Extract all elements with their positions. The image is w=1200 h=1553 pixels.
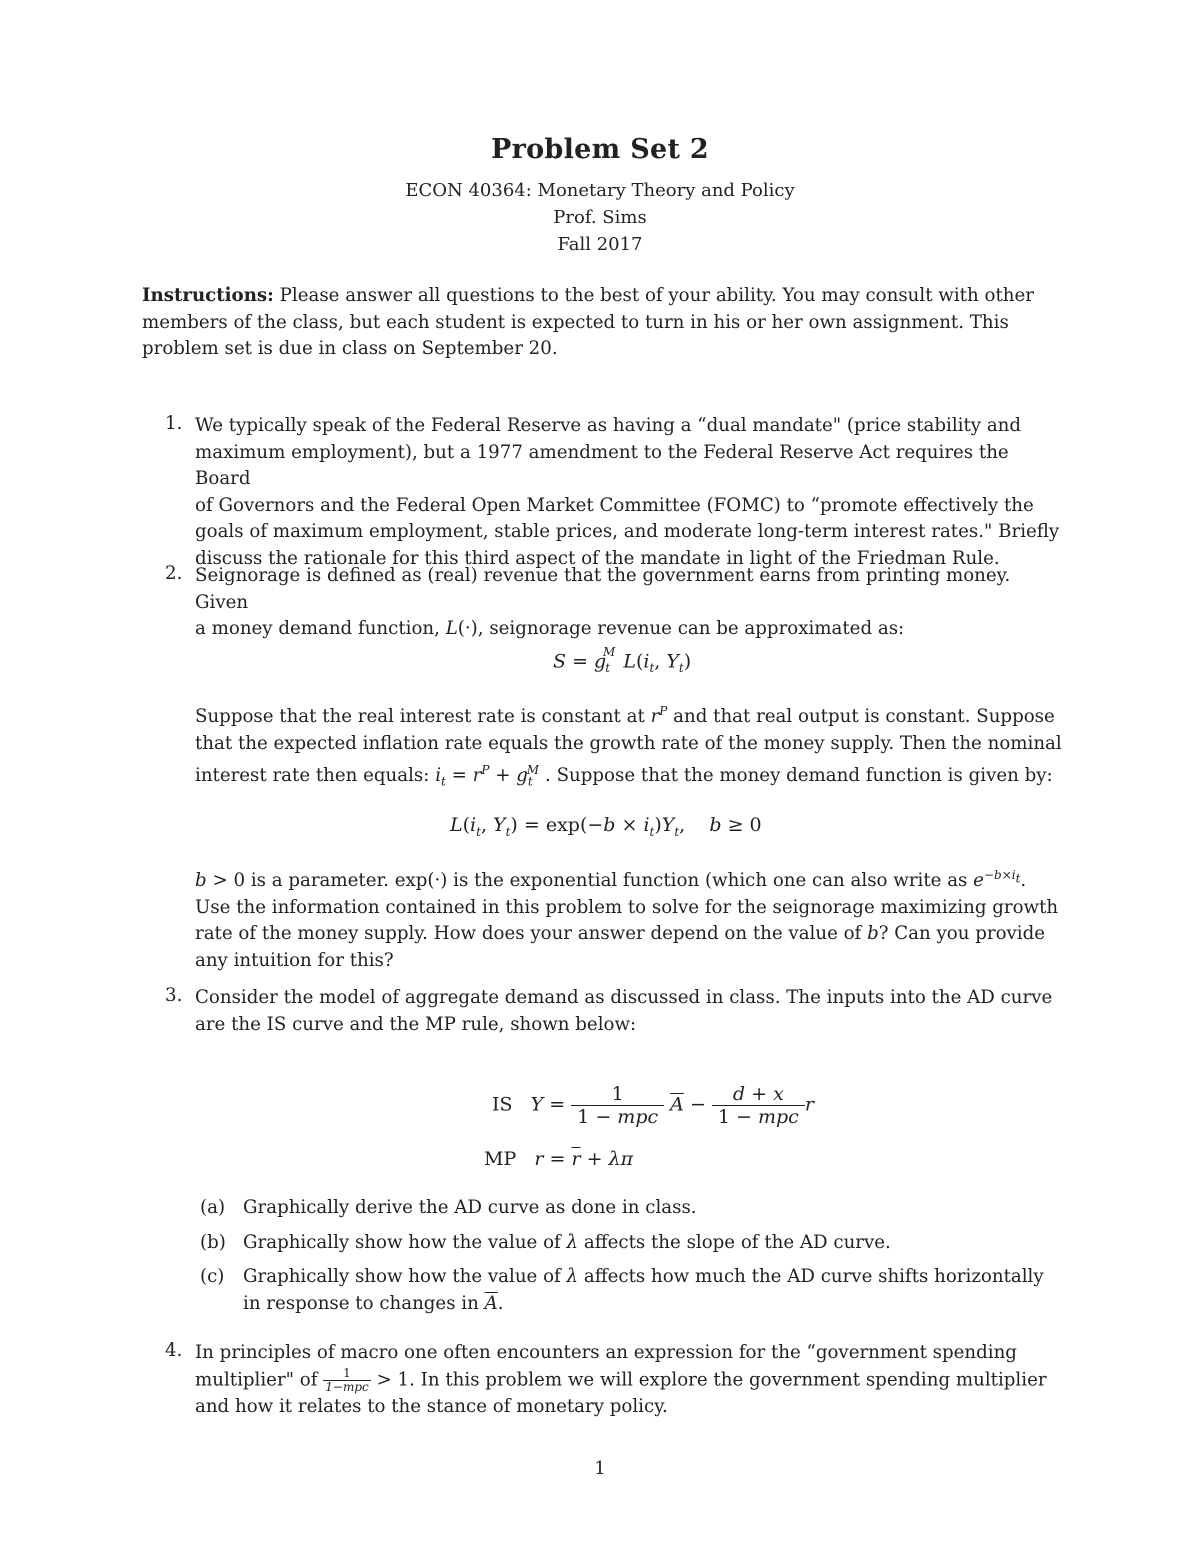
q3-line: are the IS curve and the MP rule, shown below: — [195, 1013, 637, 1035]
q1-line: maximum employment), but a 1977 amendment to the Federal Reserve Act requires the Board — [195, 441, 1009, 489]
q1-line: discuss the rationale for this third aspect of the mandate in light of the Friedman Rule. — [195, 547, 1000, 569]
page-number: 1 — [594, 1458, 606, 1479]
q2-line: any intuition for this? — [195, 949, 394, 971]
q2-line: Suppose that the real interest rate is constant at $r^P$ and that real output is constant. Suppose — [195, 704, 1055, 728]
q2-line: a money demand function, L(·), seignorage revenue can be approximated as: — [195, 618, 905, 639]
instructions-label: Instructions: — [142, 285, 274, 306]
part-b: (b) Graphically show how the value of λ affects the slope of the AD curve. — [200, 1231, 891, 1253]
part-a: (a) Graphically derive the AD curve as done in class. — [200, 1197, 697, 1218]
q3-line: Consider the model of aggregate demand as discussed in class. The inputs into the AD curve — [195, 987, 1053, 1008]
instructions-line: problem set is due in class on September 20. — [142, 338, 558, 359]
q1-line: We typically speak of the Federal Reserve as having a “dual mandate" (price stability and — [195, 415, 1022, 436]
question-3 — [195, 985, 1065, 1038]
is-equation: IS Y = $\frac{1}{\text{1 − mpc}}$ $\overline{A}$ − $\frac{d + x}{\text{1 − mpc}}$ r — [492, 1083, 814, 1128]
instructions-line: Please answer all questions to the best of your ability. You may consult with other — [273, 285, 1034, 306]
mp-equation: MP $r = \overline{r} + \lambda\pi$ — [484, 1148, 634, 1170]
seignorage-equation: $S = g_t^M$ $L(i_t$, $Y_t$) — [553, 645, 692, 676]
q4-line: multiplier" of $\frac{1}{\text{1−mpc}}$ > 1. In this problem we will explore the government spending multiplier — [195, 1365, 1047, 1394]
part-c: (c) Graphically show how the value of λ affects how much the AD curve shifts horizontally — [200, 1266, 1044, 1287]
q2-line: interest rate then equals: $i_t = r^P + g_t^M$ . Suppose that the money demand function is given by: — [195, 763, 1053, 789]
is-label: IS — [492, 1093, 513, 1116]
question-2 — [195, 563, 1065, 643]
q1-line: goals of maximum employment, stable prices, and moderate long-term interest rates." Briefly — [195, 521, 1060, 542]
page-title: Problem Set 2 — [490, 134, 710, 165]
instructions-line: members of the class, but each student is expected to turn in his or her own assignment. This — [142, 311, 1009, 333]
question-2-final — [195, 862, 1065, 974]
q2-line: Seignorage is defined as (real) revenue that the government earns from printing money. Given — [195, 565, 1011, 613]
q4-line: and how it relates to the stance of monetary policy. — [195, 1395, 668, 1417]
q2-line: Use the information contained in this problem to solve for the seignorage maximizing growth — [195, 896, 1059, 918]
q4-line: In principles of macro one often encounters an expression for the “government spending — [195, 1342, 1017, 1363]
question-number: 3. — [165, 985, 183, 1006]
term: Fall 2017 — [557, 234, 643, 255]
instructions-block — [142, 283, 1062, 363]
mp-label: MP — [484, 1148, 517, 1170]
question-2-continued — [195, 698, 1065, 795]
part-c-continued: in response to changes in $\overline{A}$. — [243, 1292, 504, 1314]
question-4 — [195, 1340, 1065, 1420]
q2-line: rate of the money supply. How does your answer depend on the value of b? Can you provide — [195, 923, 1046, 945]
course-name: ECON 40364: Monetary Theory and Policy — [405, 180, 795, 201]
professor-name: Prof. Sims — [553, 207, 647, 228]
question-number: 1. — [165, 413, 183, 434]
question-number: 2. — [165, 563, 183, 584]
q2-line: b > 0 is a parameter. exp(·) is the exponential function (which one can also write as $e^{-b\times i_t}$. — [195, 868, 1027, 892]
q1-line: of Governors and the Federal Open Market Committee (FOMC) to “promote effectively the — [195, 494, 1034, 516]
question-1 — [195, 413, 1065, 572]
question-number: 4. — [165, 1340, 183, 1361]
q2-line: that the expected inflation rate equals the growth rate of the money supply. Then the nominal — [195, 732, 1062, 754]
question-3-parts — [200, 1195, 1070, 1317]
money-demand-equation: $L(i_t$, $Y_t) = \exp(-b \times i_t)Y_t$, b ≥ 0 — [450, 814, 762, 839]
